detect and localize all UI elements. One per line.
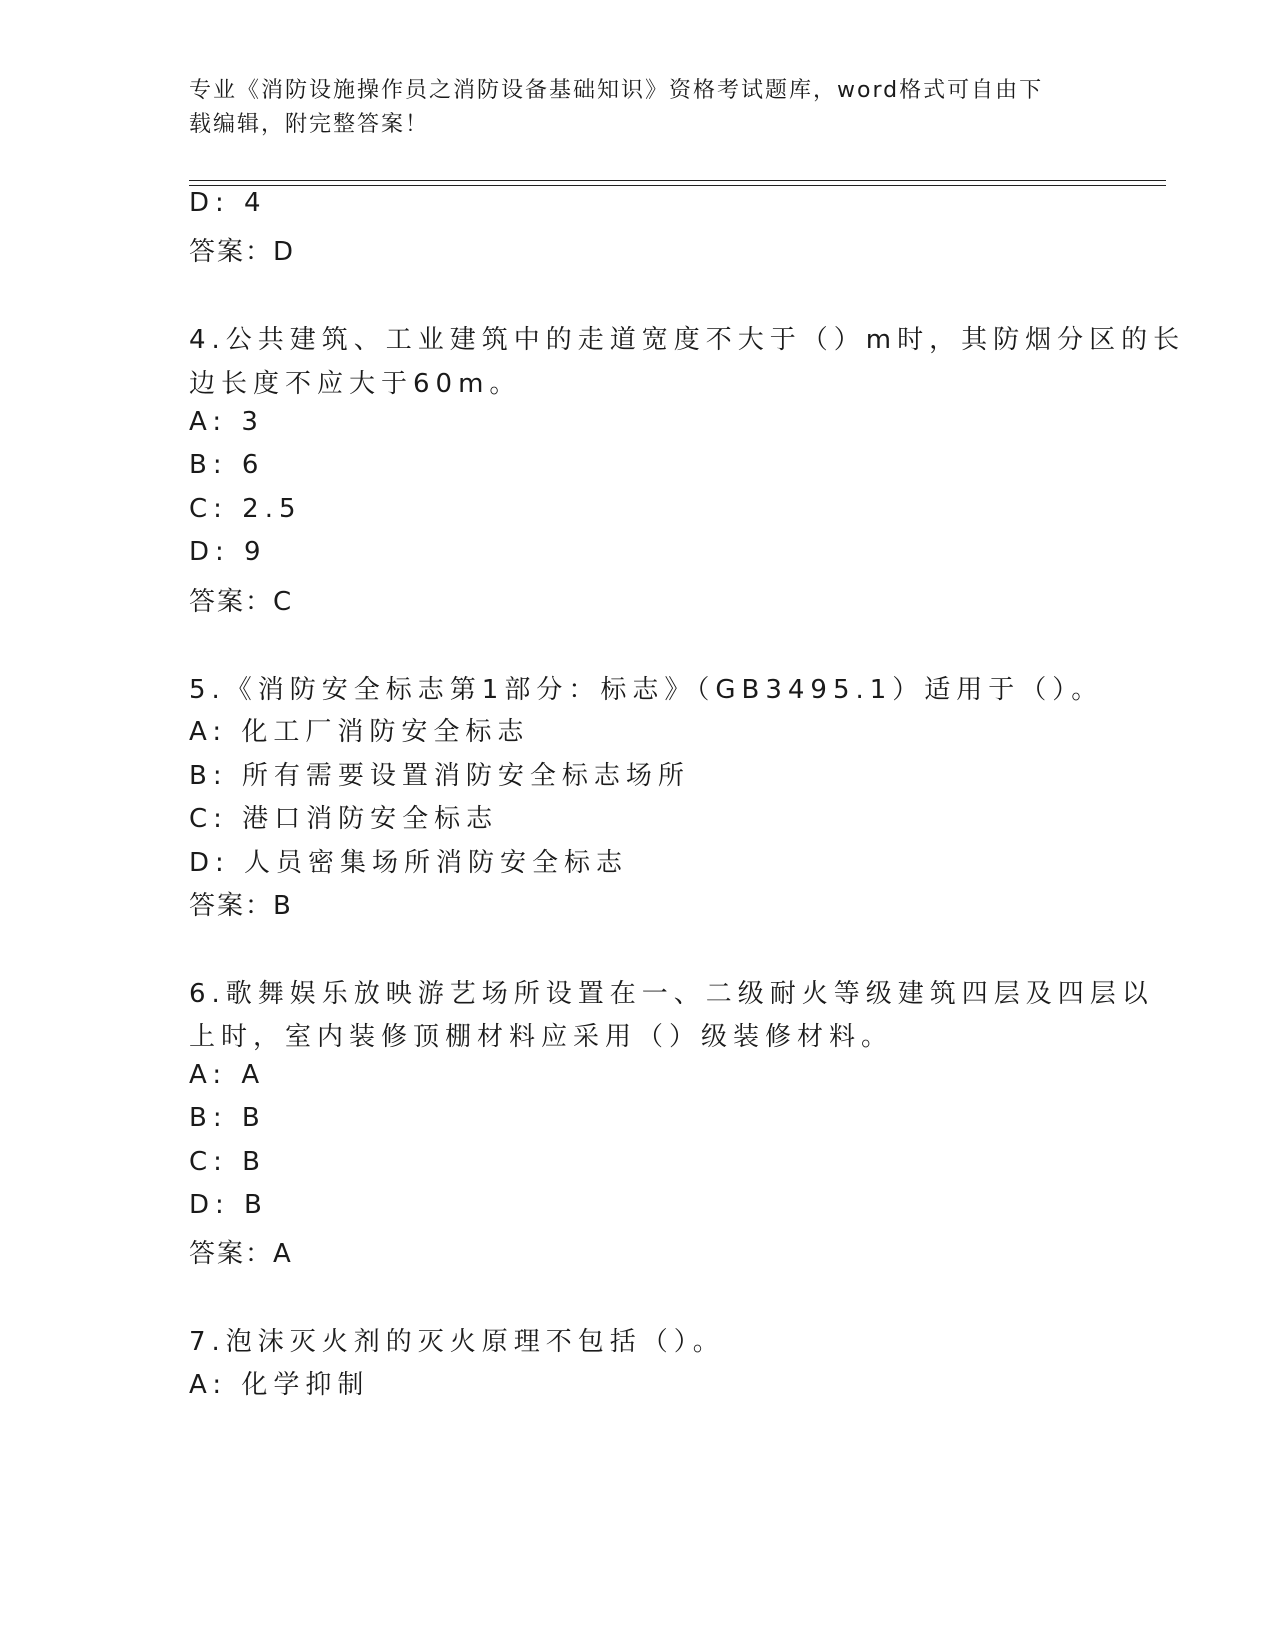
header-divider-bottom — [189, 185, 1166, 186]
q5-option-c: C: 港口消防安全标志 — [189, 804, 499, 834]
q6-option-b: B: B — [189, 1103, 266, 1133]
q4-option-a: A: 3 — [189, 407, 264, 437]
q6-stem-line-2: 上时，室内装修顶棚材料应采用（）级装修材料。 — [189, 1022, 894, 1052]
header-line-1: 专业《消防设施操作员之消防设备基础知识》资格考试题库，word格式可自由下 — [189, 78, 1044, 103]
q5-option-b: B: 所有需要设置消防安全标志场所 — [189, 761, 690, 791]
q3-option-d: D: 4 — [189, 188, 267, 218]
document-header — [189, 74, 1089, 142]
q6-option-c: C: B — [189, 1147, 267, 1177]
q6-stem-line-1: 6.歌舞娱乐放映游艺场所设置在一、二级耐火等级建筑四层及四层以 — [189, 979, 1154, 1009]
q7-stem-line-1: 7.泡沫灭火剂的灭火原理不包括（）。 — [189, 1327, 725, 1357]
q4-option-c: C: 2.5 — [189, 494, 302, 524]
q4-option-b: B: 6 — [189, 450, 265, 480]
q6-option-d: D: B — [189, 1190, 268, 1220]
header-divider-top — [189, 180, 1166, 181]
q5-stem-line-1: 5.《消防安全标志第1部分：标志》（GB3495.1）适用于（）。 — [189, 675, 1104, 705]
q4-option-d: D: 9 — [189, 537, 267, 567]
q7-option-a: A: 化学抑制 — [189, 1370, 370, 1400]
header-line-2: 载编辑，附完整答案！ — [189, 112, 430, 137]
q3-answer: 答案：D — [189, 237, 296, 267]
q6-answer: 答案：A — [189, 1239, 293, 1269]
q4-answer: 答案：C — [189, 587, 294, 617]
q4-stem-line-1: 4.公共建筑、工业建筑中的走道宽度不大于（）m时，其防烟分区的长 — [189, 325, 1186, 355]
q5-option-a: A: 化工厂消防安全标志 — [189, 717, 530, 747]
q5-option-d: D: 人员密集场所消防安全标志 — [189, 848, 629, 878]
q6-option-a: A: A — [189, 1060, 266, 1090]
q5-answer: 答案：B — [189, 891, 293, 921]
q4-stem-line-2: 边长度不应大于60m。 — [189, 369, 522, 399]
